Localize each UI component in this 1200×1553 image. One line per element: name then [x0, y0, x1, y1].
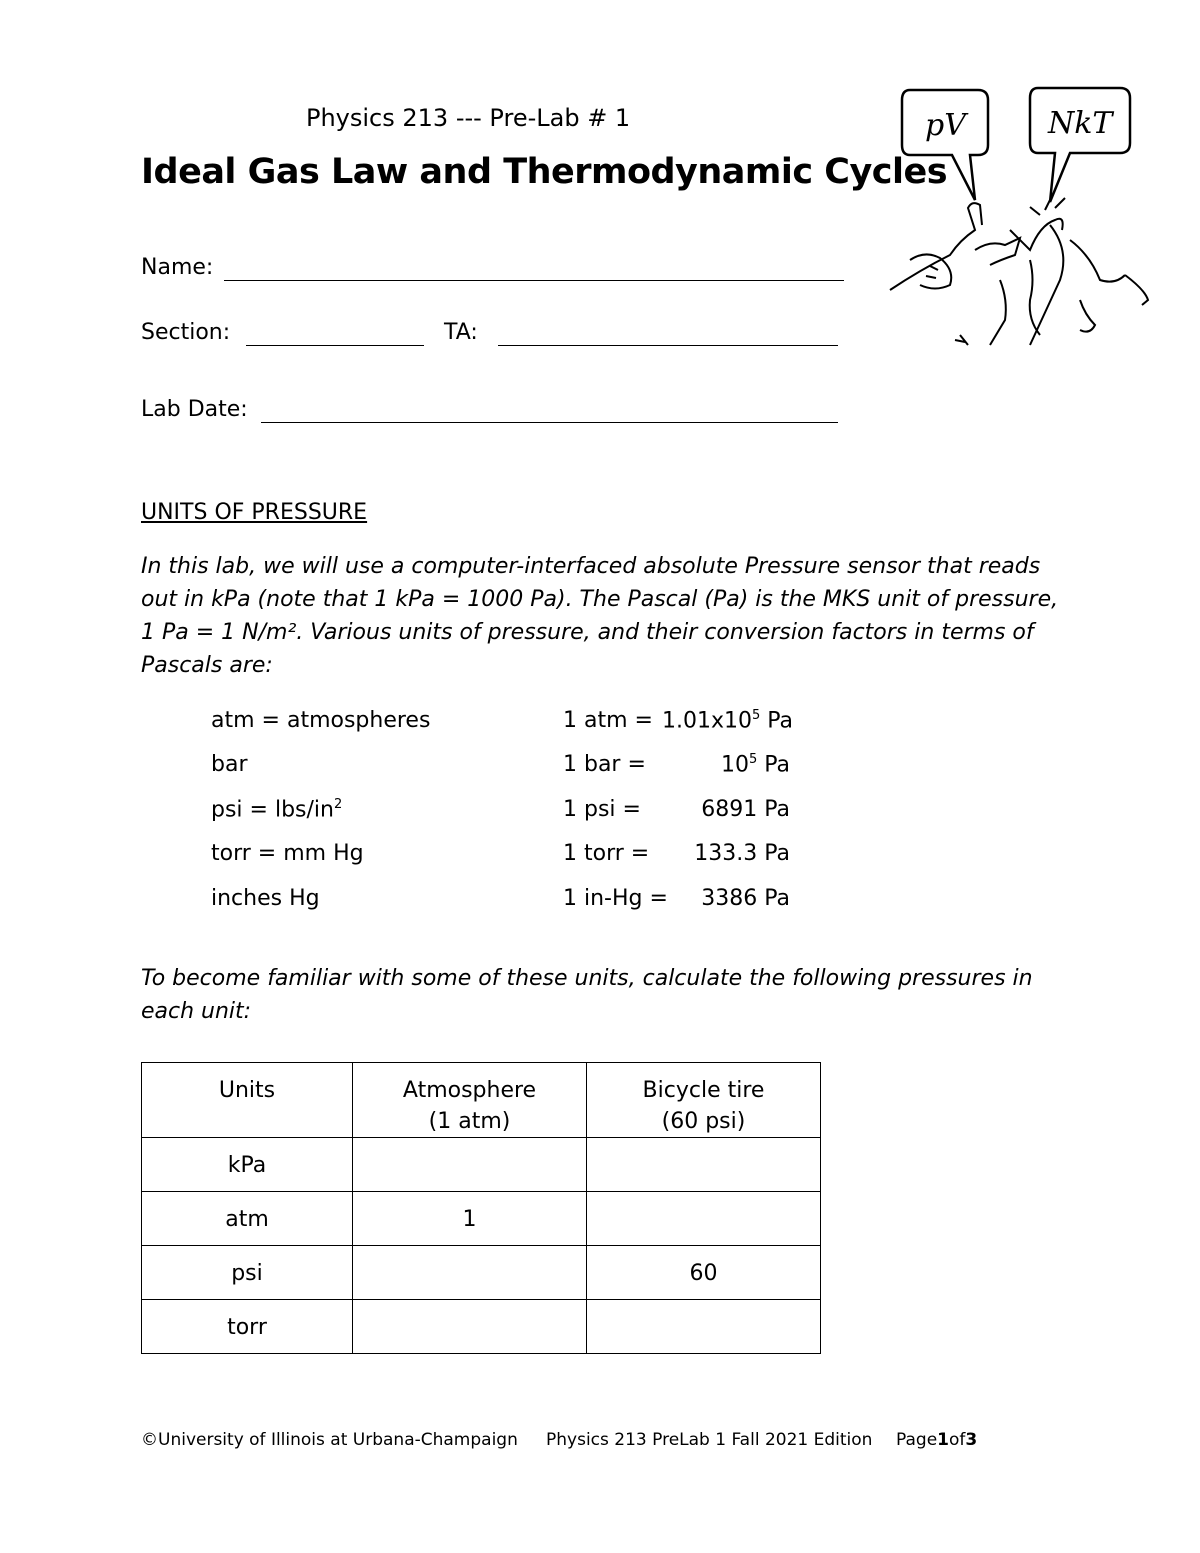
ta-label: TA:: [444, 320, 478, 345]
unit-value: $10^5$ Pa: [720, 752, 790, 778]
task-paragraph: [141, 962, 1071, 1028]
intro-line: Pascals are:: [141, 653, 273, 678]
unit-name: torr = mm Hg: [211, 841, 364, 866]
section-field[interactable]: [246, 345, 424, 346]
table-header-row: [142, 1063, 821, 1138]
answer-cell[interactable]: 1: [353, 1192, 587, 1246]
name-field[interactable]: [224, 280, 844, 281]
right-speech-bubble: [1030, 88, 1130, 202]
unit-name: psi = lbs/$in^2$: [211, 797, 343, 823]
unit-name: bar: [211, 752, 248, 777]
page-footer: [141, 1430, 977, 1450]
unit-eq: 1 torr =: [563, 841, 650, 866]
unit-eq: 1 atm =: [563, 708, 653, 733]
unit-eq: 1 bar =: [563, 752, 646, 777]
section-label: Section:: [141, 320, 231, 345]
left-bubble-text: pV: [925, 108, 966, 143]
header-bicycle-tire: Bicycle tire (60 psi): [587, 1063, 821, 1138]
unit-eq: 1 psi =: [563, 797, 641, 822]
row-unit-label: psi: [142, 1246, 353, 1300]
answer-cell[interactable]: 60: [587, 1246, 821, 1300]
lab-date-field[interactable]: [261, 422, 838, 423]
unit-value: 3386 Pa: [701, 886, 790, 911]
unit-name: inches Hg: [211, 886, 320, 911]
unit-value: 6891 Pa: [701, 797, 790, 822]
unit-value: 133.3 Pa: [694, 841, 790, 866]
lab-date-label: Lab Date:: [141, 397, 248, 422]
page-title: Ideal Gas Law and Thermodynamic Cycles: [141, 152, 948, 192]
task-line: To become familiar with some of these units, calculate the following pressures in: [141, 966, 1033, 991]
answer-cell[interactable]: [587, 1192, 821, 1246]
left-speech-bubble: [902, 90, 988, 200]
task-line: each unit:: [141, 999, 252, 1024]
table-row: [142, 1246, 821, 1300]
unit-name: atm = atmospheres: [211, 708, 431, 733]
row-unit-label: torr: [142, 1300, 353, 1354]
unit-value: $1.01x10^5$ Pa: [662, 708, 794, 734]
answer-cell[interactable]: [353, 1300, 587, 1354]
answer-cell[interactable]: [587, 1300, 821, 1354]
cartoon-illustration: [880, 80, 1160, 355]
ta-field[interactable]: [498, 345, 838, 346]
answer-cell[interactable]: [587, 1138, 821, 1192]
footer-edition: Physics 213 PreLab 1 Fall 2021 Edition: [546, 1430, 873, 1450]
table-row: [142, 1192, 821, 1246]
pressure-table: [141, 1062, 821, 1354]
intro-line: out in kPa (note that 1 kPa = 1000 Pa). The Pascal (Pa) is the MKS unit of pressure,: [141, 587, 1059, 612]
answer-cell[interactable]: [353, 1138, 587, 1192]
table-row: [142, 1138, 821, 1192]
header-atmosphere: Atmosphere (1 atm): [353, 1063, 587, 1138]
footer-copyright: ©University of Illinois at Urbana-Champaign: [141, 1430, 518, 1450]
row-unit-label: kPa: [142, 1138, 353, 1192]
intro-paragraph: [141, 550, 1071, 682]
units-heading: UNITS OF PRESSURE: [141, 500, 368, 525]
right-bubble-text: NkT: [1048, 106, 1113, 141]
footer-page-number: Page1of3: [896, 1430, 978, 1450]
arguing-figures-drawing: [890, 198, 1148, 345]
unit-eq: 1 in-Hg =: [563, 886, 668, 911]
answer-cell[interactable]: [353, 1246, 587, 1300]
header-units: Units: [142, 1063, 353, 1138]
row-unit-label: atm: [142, 1192, 353, 1246]
intro-line: In this lab, we will use a computer-interfaced absolute Pressure sensor that reads: [141, 554, 1041, 579]
intro-line: 1 Pa = 1 N/m². Various units of pressure, and their conversion factors in terms of: [141, 620, 1034, 645]
name-label: Name:: [141, 255, 214, 280]
table-row: [142, 1300, 821, 1354]
course-heading: Physics 213 --- Pre-Lab # 1: [306, 104, 631, 132]
